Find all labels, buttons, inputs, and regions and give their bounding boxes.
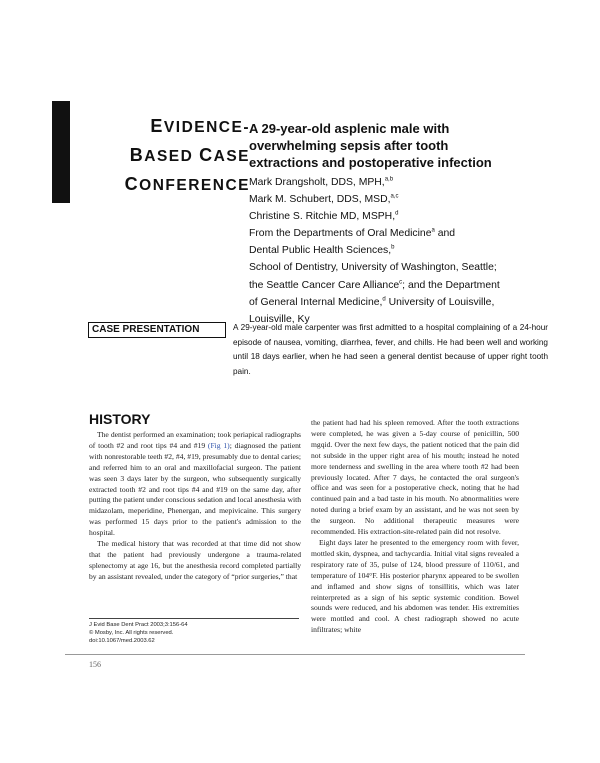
paragraph: The dentist performed an examination; took periapical radiographs of tooth #2 and root tips #4 and #19 (Fig 1); diagnosed the patient with nonrestorable teeth #2, #4, #19, presumably due to dental caries; and referred him to an oral and maxillofacial surgeon. The patient was seen 3 days later by the surgeon, who subsequently surgically extracted tooth #2 and root tips #4 and #19 on the same day, after putting the patient under conscious sedation and local anesthesia with midazolam, meperidine, Phenergan, and mepivicaine. This surgery was performed 15 days prior to the patient's admission to the hospital. (89, 430, 301, 538)
article-title: A 29-year-old asplenic male with overwhelming sepsis after tooth extractions and postoperative infection (249, 121, 492, 170)
affiliation-line: Dental Public Health Sciences,$^b$ (249, 244, 395, 257)
affiliation-line: Louisville, Ky (249, 313, 310, 325)
figure-link[interactable]: (Fig 1) (207, 440, 230, 450)
affiliation-line: of General Internal Medicine,$^d$ University of Louisville, (249, 296, 495, 308)
citation-footer: J Evid Base Dent Pract 2003;3:156-64 © Mosby, Inc. All rights reserved. doi:10.1067/med.2003.62 (89, 622, 188, 645)
history-heading: HISTORY (89, 411, 151, 427)
section-label-line3: CONFERENCE (124, 174, 250, 194)
paragraph: The medical history that was recorded at that time did not show that the patient had previously undergone a trauma-related splenectomy at age 16, but the anesthesia record completed partially by an assistant revealed, under the category of “prior surgeries,” that (89, 539, 301, 581)
paragraph: the patient had had his spleen removed. After the tooth extractions were completed, he was given a 5-day course of penicillin, 500 mgqid. Over the next few days, the patient noticed that the pain did not subside in the upper right area of his mouth; instead he noted more tenderness and swelling in the area where tooth #2 had been previously located. After 7 days, he contacted the oral surgeon's office and was seen for a postoperative check, noting that he had continued pain and a bad taste in his mouth. No abnormalities were noted during a brief exam by an assistant, and he was not seen by the surgeon. No additional therapeutic measures were recommended. His extraction-site-related pain did not resolve. (311, 418, 519, 537)
case-presentation-text: A 29-year-old male carpenter was first admitted to a hospital complaining of a 24-hour episode of nausea, vomiting, diarrhea, fever, and chills. He had been well and working until 18 days earlier, when he had seen a general dentist because of upper right tooth pain. (233, 323, 548, 376)
section-label-line1: EVIDENCE- (150, 116, 250, 136)
case-presentation-box (88, 322, 226, 338)
affiliation-line: the Seattle Cancer Care Alliance$^c$; and the Department (249, 279, 500, 291)
section-color-bar (52, 101, 70, 203)
section-label-line2: BASED CASE (129, 145, 250, 165)
case-presentation-label: CASE PRESENTATION (92, 324, 200, 335)
footer-divider (89, 618, 299, 619)
page-bottom-rule (65, 654, 525, 655)
author: Mark M. Schubert, DDS, MSD,$^{a,c}$ (249, 193, 399, 206)
page-number: 156 (89, 660, 101, 669)
author: Christine S. Ritchie MD, MSPH,$^d$ (249, 210, 399, 223)
history-left-column (89, 430, 301, 583)
history-right-column (311, 418, 519, 636)
author: Mark Drangsholt, DDS, MPH,$^{a,b}$ (249, 176, 394, 188)
paragraph: Eight days later he presented to the emergency room with fever, mottled skin, dyspnea, and tachycardia. Initial vital signs revealed a respiratory rate of 35, pulse of 124, blood pressure of 110/61, and temperature of 104°F. His posterior pharynx appeared to be swollen and inflamed and show signs of tonsillitis, which was later reinterpreted as a sign of his septic systemic condition. Bowel sounds were reduced, and his abdomen was tender. His extremities were mottled and cool. A chest radiograph showed no acute infiltrates; white (311, 537, 519, 635)
affiliation-line: School of Dentistry, University of Washington, Seattle; (249, 262, 497, 274)
affiliation-line: From the Departments of Oral Medicine$^a$ and (249, 227, 456, 240)
author-list (249, 174, 549, 328)
